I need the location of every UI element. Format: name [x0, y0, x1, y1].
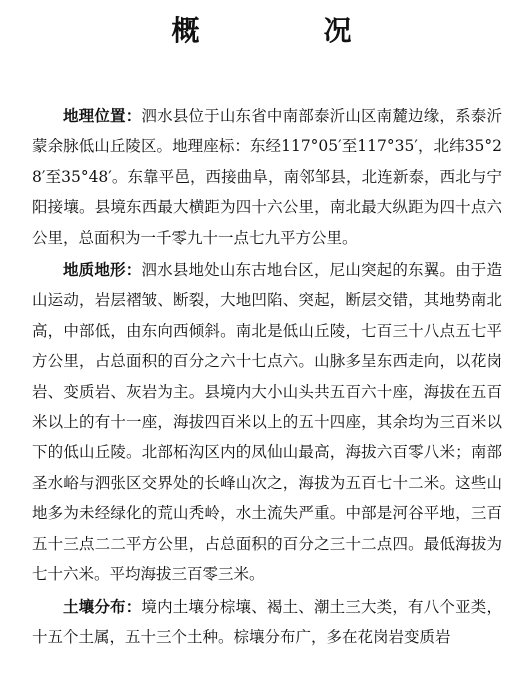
- paragraph-heading: 土壤分布：: [63, 597, 142, 616]
- paragraph-text: 泗水县地处山东古地台区，尼山突起的东翼。由于造山运动，岩层褶皱、断裂，大地凹陷、突起，断层交错，其地势南北高，中部低，由东向西倾斜。南北是低山丘陵，七百三十八点五七平方公里，占总面积的百分之六十七点六。山脉多呈东西走向，以花岗岩、变质岩、灰岩为主。县境内大小山头共五百六十座，海拔在五百米以上的有十一座，海拔四百米以上的五十四座，其余均为三百米以下的低山丘陵。北部柘沟区内的凤仙山最高，海拔六百零八米；南部圣水峪与泗张区交界处的长峰山次之，海拔为五百七十二米。这些山地多为未经绿化的荒山秃岭，水土流失严重。中部是河谷平地，三百五十三点二二平方公里，占总面积的百分之三十二点四。最低海拔为七十六米。平均海拔三百零三米。: [32, 261, 502, 584]
- paragraph-heading: 地理位置：: [63, 107, 142, 125]
- paragraph-text: 境内土壤分棕壤、褐土、潮土三大类，有八个亚类，十五个土属，五十三个土种。棕壤分布广，多在花岗岩变质岩: [32, 597, 502, 646]
- paragraph-heading: 地质地形：: [63, 261, 142, 280]
- paragraph-soil-distribution: [32, 592, 502, 653]
- paragraph-geology-terrain: [32, 255, 502, 589]
- body-text: [32, 101, 502, 654]
- paragraph-geography: [32, 101, 502, 253]
- page-title: 概 况: [171, 14, 400, 47]
- paragraph-text: 泗水县位于山东省中南部泰沂山区南麓边缘，系泰沂蒙余脉低山丘陵区。地理座标：东经117°05′至117°35′，北纬35°28′至35°48′。东靠平邑，西接曲阜，南邻邹县，北连新泰，西北与宁阳接壤。县境东西最大横距为四十六公里，南北最大纵距为四十点六公里，总面积为一千零九十一点七九平方公里。: [32, 107, 502, 247]
